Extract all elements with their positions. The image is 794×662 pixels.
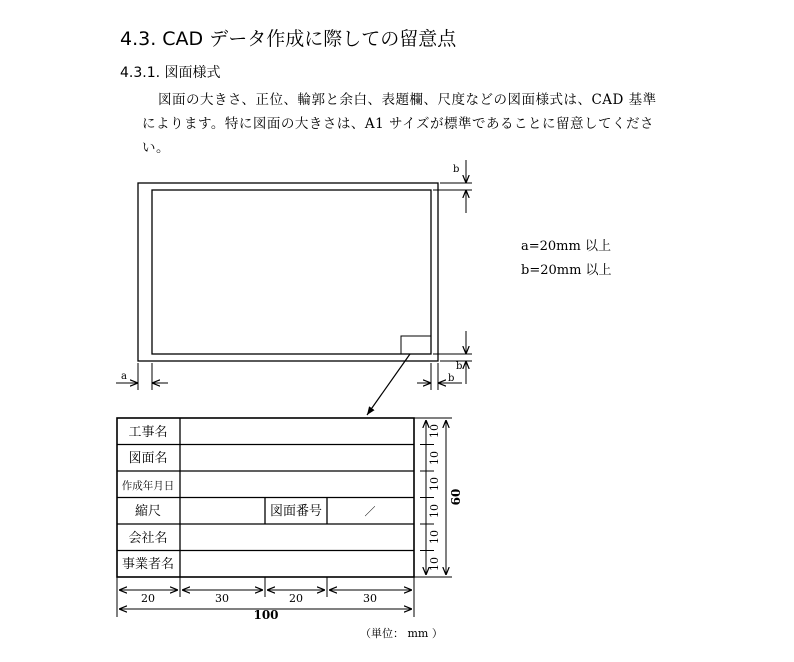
column-width-4: 30 xyxy=(363,592,377,605)
total-height: 60 xyxy=(449,488,463,506)
row-label-operator: 事業者名 xyxy=(121,557,175,572)
unit-note: （単位： mm ） xyxy=(360,627,443,640)
note-margin-b: b=20mm 以上 xyxy=(521,263,612,278)
row-height-2: 10 xyxy=(428,451,441,465)
row-height-4: 10 xyxy=(428,504,441,518)
drawing-border xyxy=(152,190,431,354)
sheet-frame xyxy=(138,183,438,361)
label-b-bottom-2: b xyxy=(448,373,455,384)
section-title: 4.3. CAD データ作成に際しての留意点 xyxy=(120,28,457,50)
column-width-1: 20 xyxy=(141,592,155,605)
sheet-outline xyxy=(138,183,438,361)
paragraph-line-3: い。 xyxy=(142,140,170,156)
row-label-project-name: 工事名 xyxy=(128,425,168,440)
row-height-dimensions xyxy=(414,418,452,577)
row-height-6: 10 xyxy=(428,557,441,571)
paragraph-line-2: によります。特に図面の大きさは、A1 サイズが標準であることに留意してくださ xyxy=(142,116,654,132)
drawing-number-label: 図面番号 xyxy=(269,504,323,519)
title-block-location xyxy=(401,336,431,354)
paragraph-line-1: 図面の大きさ、正位、輪郭と余白、表題欄、尺度などの図面様式は、CAD 基準 xyxy=(158,92,657,108)
scale-slash: ／ xyxy=(364,505,376,518)
row-label-date: 作成年月日 xyxy=(121,480,175,492)
label-b-top: b xyxy=(453,164,460,175)
column-width-2: 30 xyxy=(215,592,229,605)
title-block-table xyxy=(117,418,414,577)
row-height-1: 10 xyxy=(428,424,441,438)
total-width: 100 xyxy=(253,608,279,622)
leader-arrow xyxy=(367,354,410,415)
row-height-3: 10 xyxy=(428,477,441,491)
label-a: a xyxy=(121,371,127,382)
row-height-5: 10 xyxy=(428,530,441,544)
row-label-company: 会社名 xyxy=(128,531,168,546)
note-margin-a: a=20mm 以上 xyxy=(521,239,611,254)
subsection-title: 4.3.1. 図面様式 xyxy=(120,65,221,81)
row-label-scale: 縮尺 xyxy=(134,504,162,519)
column-width-3: 20 xyxy=(289,592,303,605)
label-b-bottom: b xyxy=(456,361,463,372)
row-label-drawing-name: 図面名 xyxy=(128,451,168,466)
